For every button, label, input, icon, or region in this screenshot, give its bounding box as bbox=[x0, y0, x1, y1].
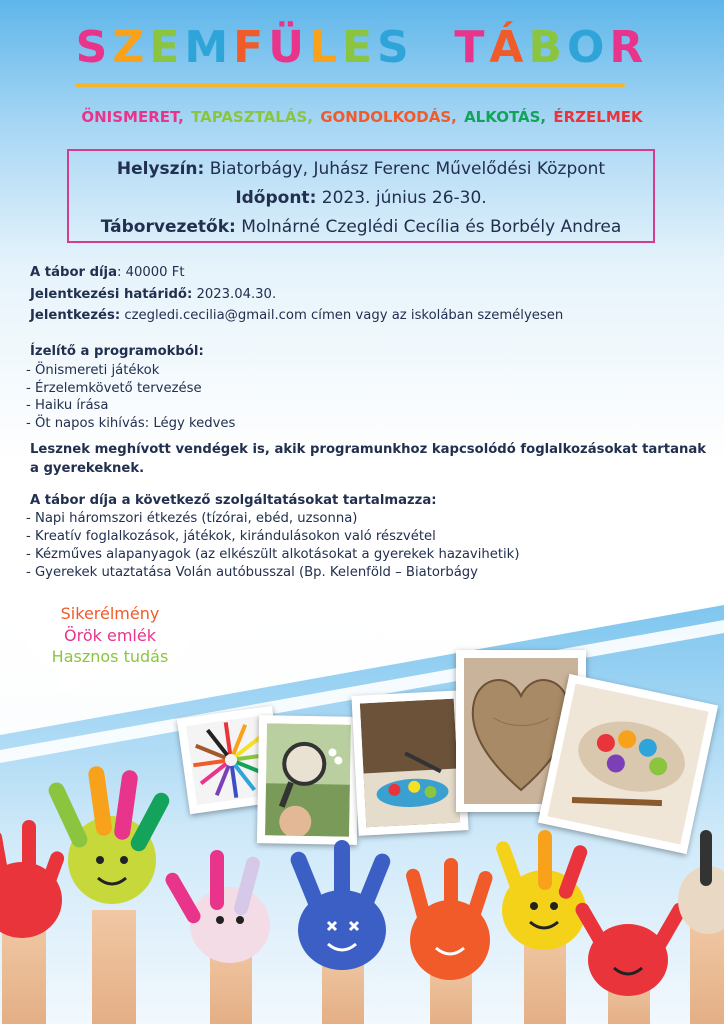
title-letter: Z bbox=[112, 22, 150, 73]
details-section bbox=[26, 262, 710, 582]
keyword: ALKOTÁS, bbox=[464, 108, 547, 126]
list-item: - Kreatív foglalkozások, játékok, kirándulásokon való részvétel bbox=[26, 529, 436, 544]
title-letter: O bbox=[567, 22, 610, 73]
title-letter: B bbox=[528, 22, 568, 73]
date-line bbox=[69, 184, 653, 213]
painted-hands-illustration bbox=[0, 760, 724, 1024]
keyword: ÉRZELMEK bbox=[553, 108, 643, 126]
keywords-line bbox=[0, 108, 724, 126]
keyword: GONDOLKODÁS, bbox=[320, 108, 457, 126]
services-title: A tábor díja a következő szolgáltatásokat tartalmazza: bbox=[30, 493, 437, 508]
hand-light-right bbox=[678, 830, 724, 1024]
fee-label: A tábor díja bbox=[30, 265, 117, 280]
title-letter: L bbox=[308, 22, 342, 73]
location-line bbox=[69, 155, 653, 184]
list-item: - Öt napos kihívás: Légy kedves bbox=[26, 415, 236, 431]
title-letter: E bbox=[341, 22, 378, 73]
hand-red-right bbox=[573, 900, 689, 1024]
hand-pink-white bbox=[163, 850, 270, 1024]
title-letter: R bbox=[609, 22, 649, 73]
keyword: ÖNISMERET, bbox=[81, 108, 184, 126]
deadline-label: Jelentkezési határidő: bbox=[30, 286, 193, 302]
title-letter: E bbox=[149, 22, 185, 73]
title-letter: F bbox=[233, 22, 269, 73]
hand-orange bbox=[404, 858, 494, 1024]
fee-value: : 40000 Ft bbox=[116, 265, 185, 280]
title-letter: T bbox=[454, 22, 490, 73]
title-letter: Ü bbox=[268, 22, 309, 73]
list-item: - Önismereti játékok bbox=[26, 363, 160, 378]
list-item: - Haiku írása bbox=[26, 398, 109, 413]
title-letter: S bbox=[377, 22, 414, 73]
page-title bbox=[0, 22, 724, 73]
keyword: TAPASZTALÁS, bbox=[191, 108, 313, 126]
title-letter: M bbox=[184, 22, 234, 73]
title-letter bbox=[414, 22, 455, 73]
deadline-line bbox=[30, 284, 710, 306]
hand-blue bbox=[288, 840, 392, 1024]
bubble-line: Örök emlék bbox=[64, 625, 156, 645]
date-label: Időpont: bbox=[235, 188, 317, 208]
bubble-line: Sikerélmény bbox=[60, 604, 160, 623]
guests-note: Lesznek meghívott vendégek is, akik programunkhoz kapcsolódó foglalkozásokat tartanak a gyerekeknek. bbox=[30, 442, 707, 476]
apply-value: czegledi.cecilia@gmail.com címen vagy az iskolában személyesen bbox=[120, 308, 564, 323]
programs-list bbox=[26, 362, 710, 432]
bubble-text bbox=[30, 603, 190, 668]
list-item: - Gyerekek utaztatása Volán autóbusszal (Bp. Kelenföld – Biatorbágy bbox=[26, 565, 478, 580]
list-item: - Kézműves alapanyagok (az elkészült alkotásokat a gyerekek hazavihetik) bbox=[26, 547, 520, 562]
list-item: - Napi háromszori étkezés (tízórai, ebéd, uzsonna) bbox=[26, 511, 358, 526]
programs-title: Ízelítő a programokból: bbox=[30, 343, 204, 359]
hand-red bbox=[0, 820, 66, 1024]
title-letter: Á bbox=[489, 22, 529, 73]
info-box bbox=[67, 149, 655, 243]
leaders-value: Molnárné Czeglédi Cecília és Borbély Andrea bbox=[241, 217, 622, 237]
leaders-label: Táborvezetők: bbox=[100, 217, 236, 237]
title-underline bbox=[75, 83, 625, 87]
bubble-line: Hasznos tudás bbox=[51, 647, 169, 666]
deadline-value: 2023.04.30. bbox=[192, 286, 277, 302]
list-item: - Érzelemkövető tervezése bbox=[26, 380, 202, 396]
services-list bbox=[26, 510, 710, 582]
title-letter: S bbox=[75, 22, 113, 73]
hand-yellow-green bbox=[46, 765, 172, 1024]
apply-line bbox=[30, 305, 710, 327]
location-label: Helyszín: bbox=[116, 159, 205, 179]
date-value: 2023. június 26-30. bbox=[321, 188, 487, 208]
leaders-line bbox=[69, 213, 653, 242]
location-value: Biatorbágy, Juhász Ferenc Művelődési Központ bbox=[209, 159, 606, 179]
fee-line bbox=[30, 262, 710, 284]
apply-label: Jelentkezés: bbox=[30, 308, 121, 323]
hand-yellow bbox=[494, 830, 589, 1024]
